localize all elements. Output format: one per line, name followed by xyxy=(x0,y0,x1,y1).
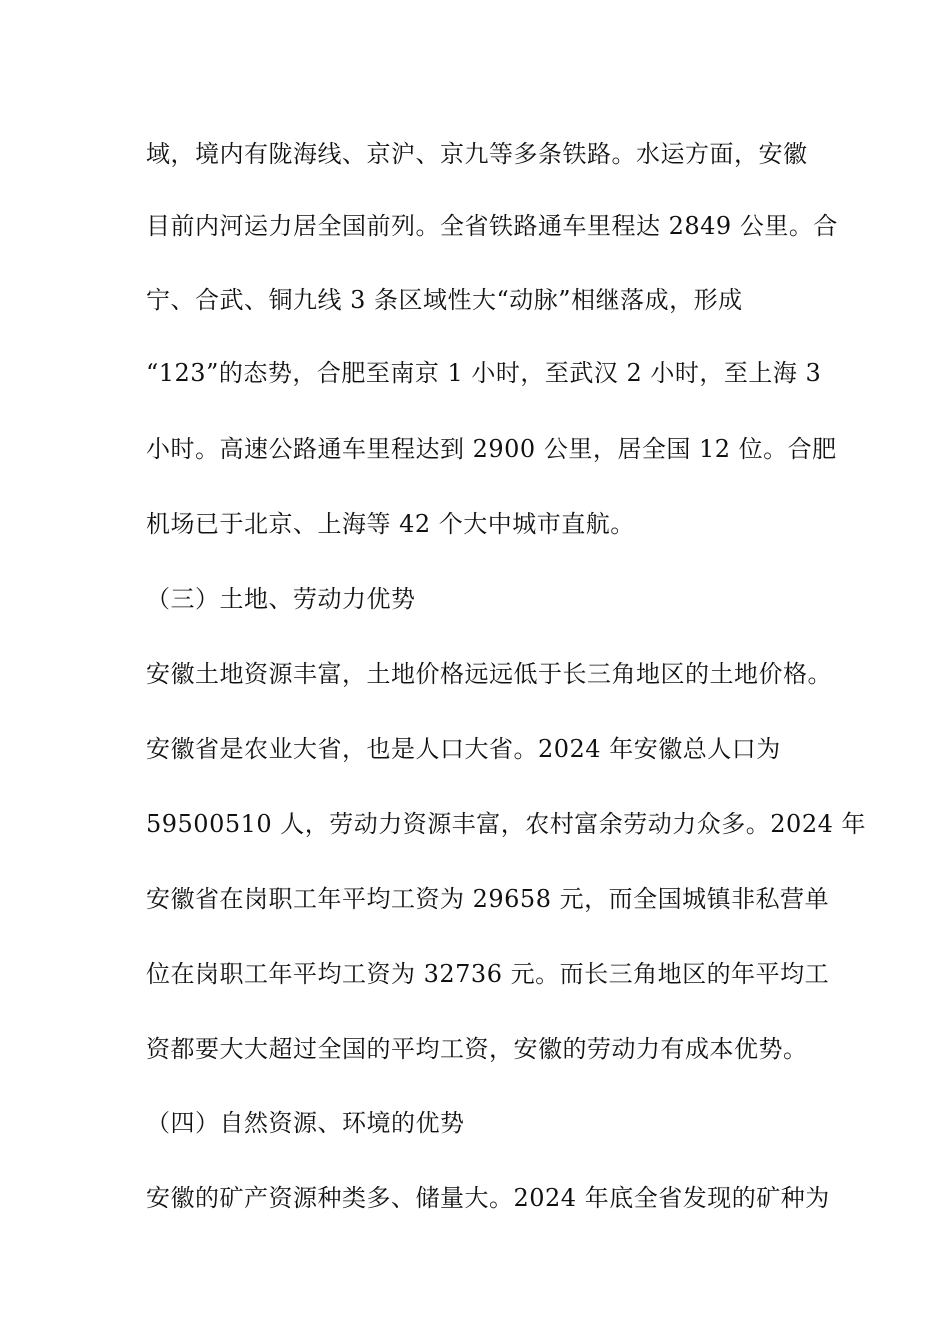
paragraph-line: 安徽的矿产资源种类多、储量大。2024 年底全省发现的矿种为 xyxy=(146,1184,830,1212)
section-heading-3: （三）土地、劳动力优势 xyxy=(146,585,416,613)
paragraph-line: 小时。高速公路通车里程达到 2900 公里，居全国 12 位。合肥 xyxy=(146,435,837,463)
paragraph-line: 位在岗职工年平均工资为 32736 元。而长三角地区的年平均工 xyxy=(146,960,830,988)
paragraph-line: 59500510 人，劳动力资源丰富，农村富余劳动力众多。2024 年 xyxy=(146,810,866,838)
paragraph-line: “123”的态势，合肥至南京 1 小时，至武汉 2 小时，至上海 3 xyxy=(146,359,822,387)
paragraph-line: 域，境内有陇海线、京沪、京九等多条铁路。水运方面，安徽 xyxy=(146,140,808,168)
paragraph-line: 安徽省在岗职工年平均工资为 29658 元，而全国城镇非私营单 xyxy=(146,885,830,913)
paragraph-line: 安徽土地资源丰富，土地价格远远低于长三角地区的土地价格。 xyxy=(146,660,832,688)
paragraph-line: 资都要大大超过全国的平均工资，安徽的劳动力有成本优势。 xyxy=(146,1035,808,1063)
paragraph-line: 目前内河运力居全国前列。全省铁路通车里程达 2849 公里。合 xyxy=(146,212,838,240)
paragraph-line: 安徽省是农业大省，也是人口大省。2024 年安徽总人口为 xyxy=(146,735,781,763)
section-heading-4: （四）自然资源、环境的优势 xyxy=(146,1109,465,1137)
paragraph-line: 宁、合武、铜九线 3 条区域性大“动脉”相继落成，形成 xyxy=(146,286,743,314)
paragraph-line: 机场已于北京、上海等 42 个大中城市直航。 xyxy=(146,510,635,538)
